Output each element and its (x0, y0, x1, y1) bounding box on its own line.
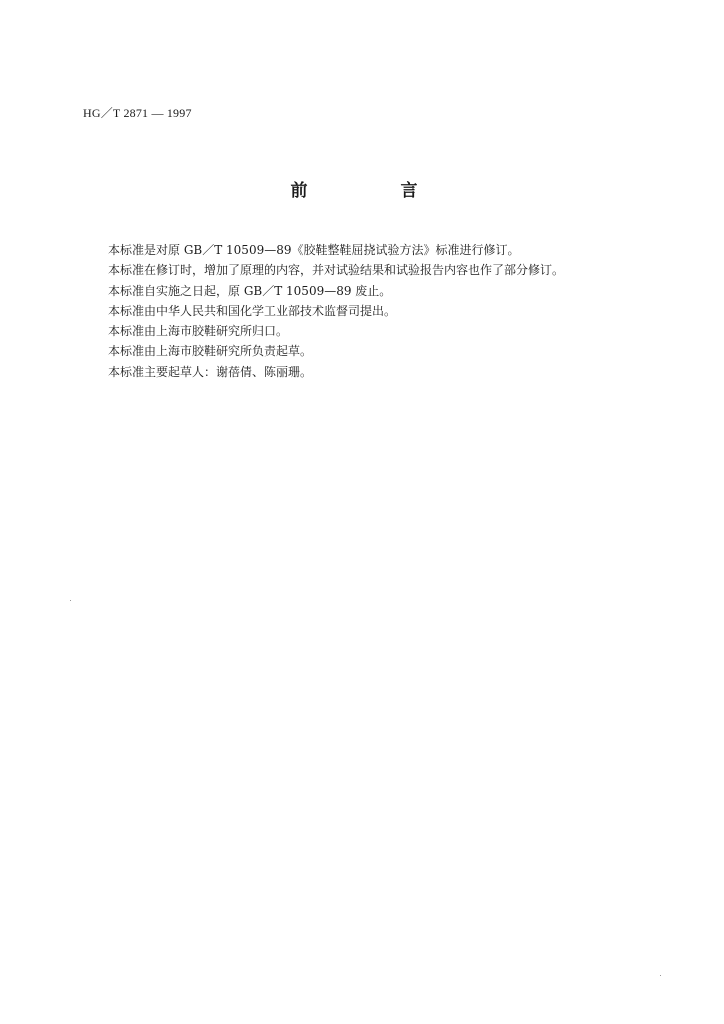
foreword-paragraph: 本标准由上海市胶鞋研究所负责起草。 (108, 344, 313, 359)
foreword-paragraph: 本标准主要起草人：谢蓓倩、陈丽珊。 (108, 364, 313, 379)
foreword-paragraph: 本标准是对原 GB／T 10509—89《胶鞋整鞋屈挠试验方法》标准进行修订。 (108, 243, 520, 257)
document-code: HG／T 2871 — 1997 (83, 106, 192, 120)
foreword-body (108, 240, 628, 382)
foreword-paragraph: 本标准在修订时，增加了原理的内容，并对试验结果和试验报告内容也作了部分修订。 (108, 263, 565, 278)
scan-speck (70, 600, 71, 601)
scan-speck (660, 975, 661, 976)
section-title: 前 言 (290, 181, 456, 201)
foreword-paragraph: 本标准由中华人民共和国化学工业部技术监督司提出。 (108, 303, 397, 318)
foreword-paragraph: 本标准自实施之日起，原 GB／T 10509—89 废止。 (108, 283, 392, 298)
foreword-paragraph: 本标准由上海市胶鞋研究所归口。 (108, 324, 289, 339)
